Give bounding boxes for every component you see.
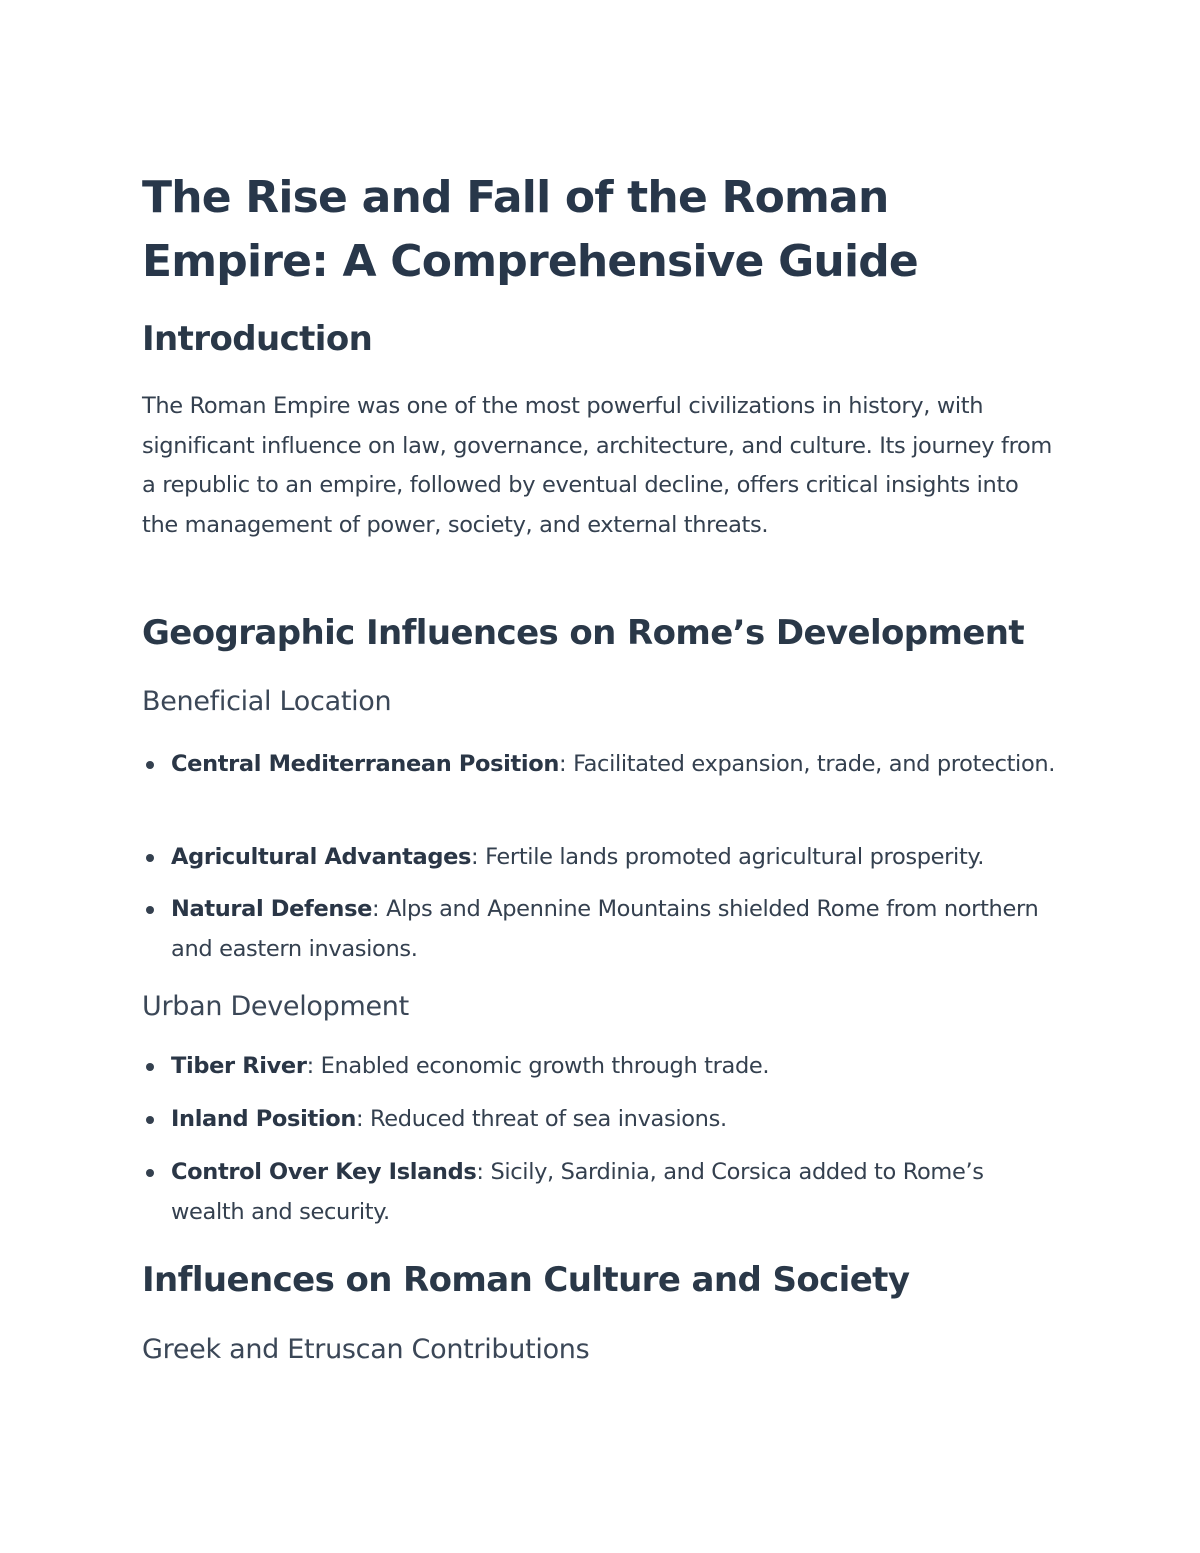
- bullet-dot: [146, 761, 154, 769]
- list-item-text: [171, 1099, 1062, 1139]
- bullet-dot: [146, 854, 154, 862]
- list-item-text: [171, 1152, 1062, 1232]
- list-item: [142, 889, 1062, 969]
- list-item-text: [171, 744, 1062, 784]
- section-heading-geographic-influences: Geographic Influences on Rome’s Development: [142, 613, 1025, 653]
- list-item-term: Natural Defense: [171, 896, 373, 922]
- list-item: [142, 1152, 1062, 1232]
- document-title: The Rise and Fall of the Roman Empire: A Comprehensive Guide: [142, 172, 918, 287]
- list-item-text: [171, 889, 1062, 969]
- list-item-term: Inland Position: [171, 1106, 356, 1132]
- bullet-dot: [146, 906, 154, 914]
- list-item-term: Tiber River: [171, 1053, 307, 1079]
- list-item: [142, 1099, 1062, 1139]
- list-item-text: [171, 1046, 1062, 1086]
- list-item-description: : Facilitated expansion, trade, and protection.: [559, 751, 1056, 777]
- list-item-description: : Reduced threat of sea invasions.: [356, 1106, 727, 1132]
- list-item: [142, 1046, 1062, 1086]
- bullet-dot: [146, 1116, 154, 1124]
- subsection-heading-greek-etruscan: Greek and Etruscan Contributions: [142, 1334, 590, 1365]
- subsection-heading-beneficial-location: Beneficial Location: [142, 686, 392, 717]
- introduction-paragraph: The Roman Empire was one of the most powerful civilizations in history, with significant influence on law, governance, architecture, and culture. Its journey from a republic to an empire, followed by eventual decline, offers critical insights into the management of power, society, and external threats.: [142, 393, 1052, 538]
- list-item-description: : Sicily, Sardinia, and Corsica added to Rome’s wealth and security.: [171, 1159, 984, 1225]
- list-item-term: Control Over Key Islands: [171, 1159, 477, 1185]
- bullet-dot: [146, 1169, 154, 1177]
- list-item-description: : Fertile lands promoted agricultural prosperity.: [471, 844, 984, 870]
- bullet-dot: [146, 1063, 154, 1071]
- section-heading-roman-culture: Influences on Roman Culture and Society: [142, 1260, 910, 1300]
- subsection-heading-urban-development: Urban Development: [142, 991, 409, 1022]
- section-heading-introduction: Introduction: [142, 319, 373, 359]
- list-item-term: Central Mediterranean Position: [171, 751, 560, 777]
- list-item-text: [171, 837, 1062, 877]
- list-item-description: : Enabled economic growth through trade.: [306, 1053, 770, 1079]
- list-item: [142, 744, 1062, 784]
- list-item: [142, 837, 1062, 877]
- list-item-term: Agricultural Advantages: [171, 844, 472, 870]
- list-item-description: : Alps and Apennine Mountains shielded Rome from northern and eastern invasions.: [171, 896, 1039, 962]
